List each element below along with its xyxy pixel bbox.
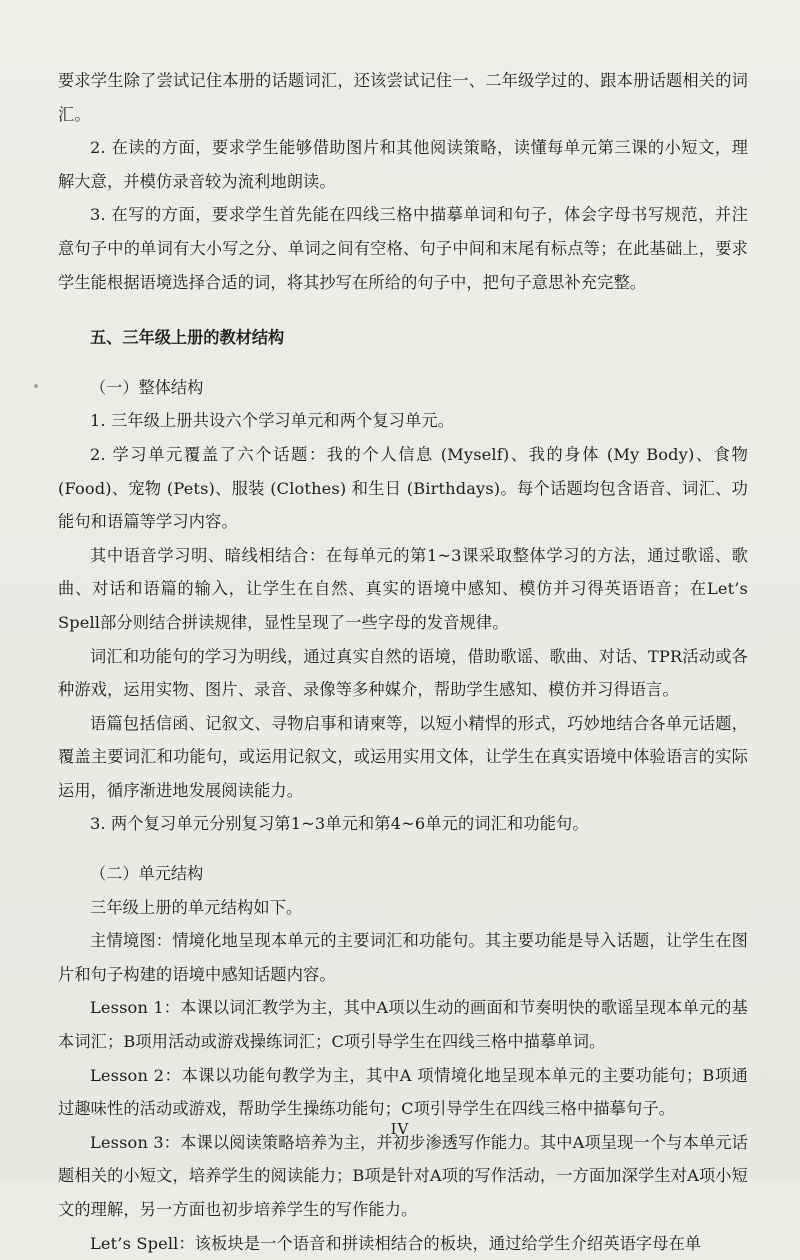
subheading-overall-structure: （一）整体结构 <box>90 377 204 397</box>
paragraph-lesson-3: Lesson 3：本课以阅读策略培养为主，并初步渗透写作能力。其中A项呈现一个与本单元话题相关的小短文，培养学生的阅读能力；B项是针对A项的写作活动，一方面加深学生对A项小短文的理解，另一方面也初步培养学生的写作能力。 <box>58 1132 748 1219</box>
paragraph-vocabulary-goal: 要求学生除了尝试记住本册的话题词汇，还该尝试记住一、二年级学过的、跟本册话题相关的词汇。 <box>58 71 748 124</box>
paragraph-lesson-2: Lesson 2：本课以功能句教学为主，其中A 项情境化地呈现本单元的主要功能句；B项通过趣味性的活动或游戏，帮助学生操练功能句；C项引导学生在四线三格中描摹句子。 <box>58 1065 748 1119</box>
paragraph-main-scene: 主情境图：情境化地呈现本单元的主要词汇和功能句。其主要功能是导入话题，让学生在图片和句子构建的语境中感知话题内容。 <box>58 931 748 984</box>
paragraph-lesson-1: Lesson 1：本课以词汇教学为主，其中A项以生动的画面和节奏明快的歌谣呈现本单元的基本词汇；B项用活动或游戏操练词汇；C项引导学生在四线三格中描摹单词。 <box>58 998 748 1052</box>
paragraph-lets-spell: Let’s Spell：该板块是一个语音和拼读相结合的板块，通过给学生介绍英语字母在单 <box>90 1233 702 1253</box>
paragraph-review-units: 3. 两个复习单元分别复习第1~3单元和第4~6单元的词汇和功能句。 <box>90 814 589 834</box>
subheading-unit-structure: （二）单元结构 <box>90 864 204 884</box>
paragraph-texts: 语篇包括信函、记叙文、寻物启事和请柬等，以短小精悍的形式，巧妙地结合各单元话题，覆盖主要词汇和功能句，或运用记叙文，或运用实用文体，让学生在真实语境中体验语言的实际运用，循序渐进地发展阅读能力。 <box>58 713 748 800</box>
paragraph-reading-goal: 2. 在读的方面，要求学生能够借助图片和其他阅读策略，读懂每单元第三课的小短文，理解大意，并模仿录音较为流利地朗读。 <box>58 138 748 191</box>
scan-speck <box>34 384 38 388</box>
paragraph-writing-goal: 3. 在写的方面，要求学生首先能在四线三格中描摹单词和句子，体会字母书写规范，并注意句子中的单词有大小写之分、单词之间有空格、句子中间和末尾有标点等；在此基础上，要求学生能根据语境选择合适的词，将其抄写在所给的句子中，把句子意思补充完整。 <box>58 205 748 292</box>
page-number: IV <box>390 1120 410 1138</box>
paragraph-units-count: 1. 三年级上册共设六个学习单元和两个复习单元。 <box>90 411 455 431</box>
paragraph-unit-intro: 三年级上册的单元结构如下。 <box>90 897 303 917</box>
paragraph-phonics: 其中语音学习明、暗线相结合：在每单元的第1~3课采取整体学习的方法，通过歌谣、歌曲、对话和语篇的输入，让学生在自然、真实的语境中感知、模仿并习得英语语音；在Let’s Spell部分则结合拼读规律，显性呈现了一些字母的发音规律。 <box>58 545 748 632</box>
paragraph-vocabulary-functions: 词汇和功能句的学习为明线，通过真实自然的语境，借助歌谣、歌曲、对话、TPR活动或各种游戏，运用实物、图片、录音、录像等多种媒介，帮助学生感知、模仿并习得语言。 <box>58 646 748 700</box>
paragraph-topics: 2. 学习单元覆盖了六个话题：我的个人信息 (Myself)、我的身体 (My Body)、食物 (Food)、宠物 (Pets)、服装 (Clothes) 和生日 (Birthdays)。每个话题均包含语音、词汇、功能句和语篇等学习内容。 <box>58 444 748 532</box>
section-heading-structure: 五、三年级上册的教材结构 <box>90 328 285 348</box>
page-body <box>58 64 748 1260</box>
